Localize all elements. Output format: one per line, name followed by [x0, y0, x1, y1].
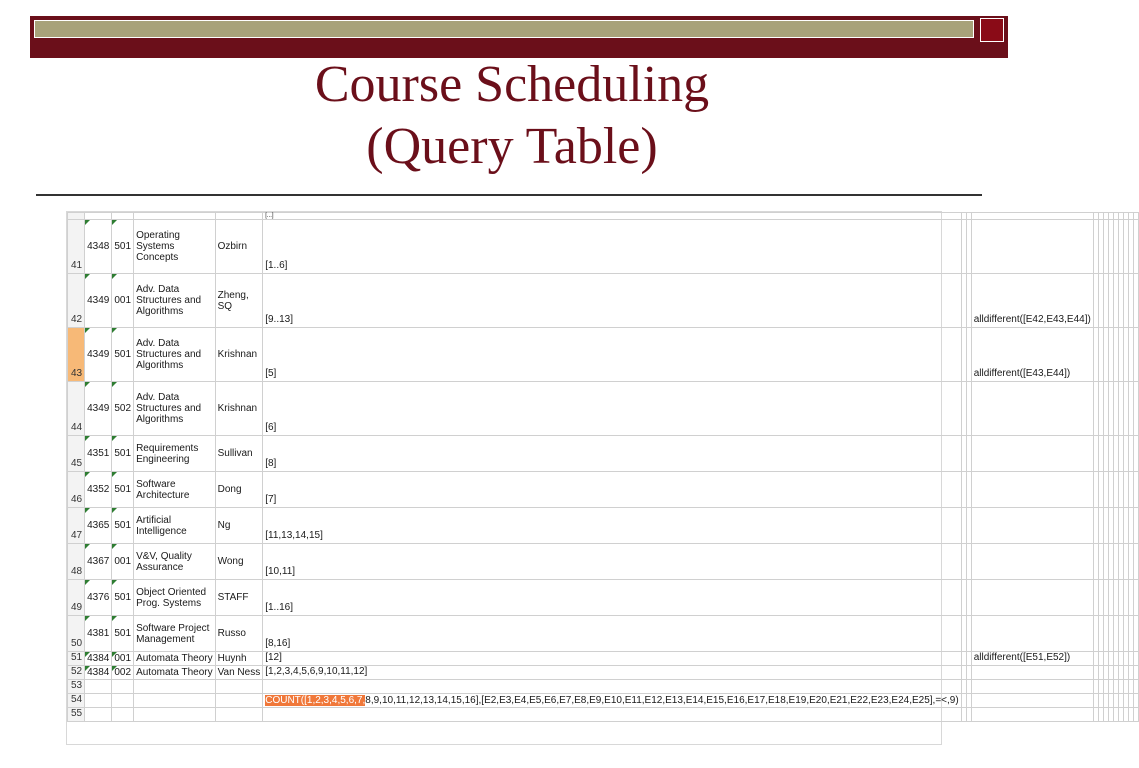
count-formula-text: 8,9,10,11,12,13,14,15,16],[E2,E3,E4,E5,E6,E7,E8,E9,E10,E11,E12,E13,E14,E15,E16,E17,E18,E19,E20,E21,E22,E23,E24,E25],=<,9) [365, 695, 959, 706]
empty-cell[interactable] [1133, 382, 1138, 436]
table-row-partial [68, 213, 1139, 220]
empty-cell[interactable] [1133, 666, 1138, 680]
row-header[interactable]: 46 [68, 472, 85, 508]
instructor-cell[interactable]: Dong [215, 472, 263, 508]
row-header[interactable]: 47 [68, 508, 85, 544]
instructor-cell[interactable]: Krishnan [215, 328, 263, 382]
slide-title-line1: Course Scheduling [314, 56, 710, 113]
empty-cell[interactable] [215, 694, 263, 708]
course-title-cell[interactable]: Operating Systems Concepts [134, 220, 216, 274]
course-number-cell[interactable]: 4381 [85, 616, 112, 652]
empty-cell[interactable] [1133, 274, 1138, 328]
course-title-cell[interactable]: V&V, Quality Assurance [134, 544, 216, 580]
table-row [68, 508, 1139, 544]
course-number-cell[interactable]: 4349 [85, 274, 112, 328]
course-number-cell[interactable]: 4384 [85, 652, 112, 666]
row-header[interactable]: 41 [68, 220, 85, 274]
course-title-cell[interactable]: Automata Theory [134, 652, 216, 666]
row-header[interactable]: 53 [68, 680, 85, 694]
instructor-cell[interactable]: Ozbirn [215, 220, 263, 274]
section-cell[interactable]: 501 [112, 436, 134, 472]
course-title-cell[interactable]: Adv. Data Structures and Algorithms [134, 274, 216, 328]
table-row [68, 708, 1139, 722]
constraint-cell[interactable] [971, 382, 1093, 436]
empty-cell[interactable] [1133, 708, 1138, 722]
empty-cell[interactable] [112, 680, 134, 694]
empty-cell[interactable] [1133, 472, 1138, 508]
instructor-cell[interactable]: Zheng, SQ [215, 274, 263, 328]
course-title-cell[interactable]: Object Oriented Prog. Systems [134, 580, 216, 616]
course-number-cell[interactable]: 4367 [85, 544, 112, 580]
table-row [68, 580, 1139, 616]
section-cell[interactable]: 502 [112, 382, 134, 436]
domain-cell[interactable]: [8,16] [263, 616, 961, 652]
course-title-cell[interactable]: Requirements Engineering [134, 436, 216, 472]
constraint-cell[interactable] [971, 616, 1093, 652]
table-row [68, 680, 1139, 694]
domain-cell[interactable]: [8] [263, 436, 961, 472]
table-row [68, 328, 1139, 382]
table-row [68, 694, 1139, 708]
course-number-cell[interactable]: 4376 [85, 580, 112, 616]
section-cell[interactable]: 001 [112, 544, 134, 580]
partial-cell[interactable]: [...] [263, 213, 961, 220]
empty-cell[interactable] [85, 694, 112, 708]
instructor-cell[interactable]: Huynh [215, 652, 263, 666]
domain-cell[interactable]: [5] [263, 328, 961, 382]
constraint-cell[interactable]: alldifferent([E43,E44]) [971, 328, 1093, 382]
empty-cell[interactable] [1133, 544, 1138, 580]
empty-cell[interactable] [215, 680, 263, 694]
domain-cell[interactable]: [9..13] [263, 274, 961, 328]
instructor-cell[interactable]: Van Ness [215, 666, 263, 680]
course-title-cell[interactable]: Automata Theory [134, 666, 216, 680]
row-header[interactable]: 44 [68, 382, 85, 436]
instructor-cell[interactable]: Russo [215, 616, 263, 652]
empty-cell[interactable] [1133, 328, 1138, 382]
section-cell[interactable]: 501 [112, 508, 134, 544]
empty-cell[interactable] [1133, 508, 1138, 544]
empty-cell[interactable] [112, 694, 134, 708]
row-header[interactable]: 49 [68, 580, 85, 616]
row-header[interactable]: 48 [68, 544, 85, 580]
row-header[interactable]: 50 [68, 616, 85, 652]
table-row [68, 220, 1139, 274]
constraint-cell[interactable] [971, 508, 1093, 544]
constraint-cell[interactable] [971, 472, 1093, 508]
empty-cell[interactable] [112, 708, 134, 722]
empty-cell[interactable] [1133, 652, 1138, 666]
row-header[interactable]: 55 [68, 708, 85, 722]
instructor-cell[interactable]: Ng [215, 508, 263, 544]
instructor-cell[interactable]: Sullivan [215, 436, 263, 472]
instructor-cell[interactable]: Wong [215, 544, 263, 580]
course-number-cell[interactable]: 4348 [85, 220, 112, 274]
spreadsheet [66, 211, 1091, 745]
domain-cell[interactable]: [10,11] [263, 544, 961, 580]
domain-cell[interactable]: [6] [263, 382, 961, 436]
empty-cell[interactable] [134, 708, 216, 722]
section-cell[interactable]: 501 [112, 580, 134, 616]
domain-cell[interactable]: [1..16] [263, 580, 961, 616]
course-title-cell[interactable]: Adv. Data Structures and Algorithms [134, 328, 216, 382]
instructor-cell[interactable]: STAFF [215, 580, 263, 616]
course-number-cell[interactable]: 4351 [85, 436, 112, 472]
row-header[interactable]: 45 [68, 436, 85, 472]
empty-cell[interactable] [263, 708, 961, 722]
table-row [68, 652, 1139, 666]
empty-cell[interactable] [215, 708, 263, 722]
empty-cell[interactable] [134, 694, 216, 708]
empty-cell[interactable] [1133, 436, 1138, 472]
table-row [68, 274, 1139, 328]
constraint-cell[interactable] [971, 580, 1093, 616]
course-number-cell[interactable]: 4352 [85, 472, 112, 508]
row-header[interactable]: 42 [68, 274, 85, 328]
course-title-cell[interactable]: Adv. Data Structures and Algorithms [134, 382, 216, 436]
course-number-cell[interactable]: 4365 [85, 508, 112, 544]
section-cell[interactable]: 501 [112, 472, 134, 508]
empty-cell[interactable] [85, 708, 112, 722]
table-row [68, 616, 1139, 652]
count-formula-cell[interactable] [263, 694, 961, 708]
empty-cell[interactable] [263, 680, 961, 694]
empty-cell[interactable] [1133, 220, 1138, 274]
course-number-cell[interactable]: 4349 [85, 328, 112, 382]
domain-cell[interactable]: [1,2,3,4,5,6,9,10,11,12] [263, 666, 961, 680]
course-number-cell[interactable]: 4384 [85, 666, 112, 680]
course-number-cell[interactable]: 4349 [85, 382, 112, 436]
section-cell[interactable]: 501 [112, 616, 134, 652]
empty-cell[interactable] [134, 680, 216, 694]
row-header[interactable]: 51 [68, 652, 85, 666]
domain-cell[interactable]: [12] [263, 652, 961, 666]
instructor-cell[interactable]: Krishnan [215, 382, 263, 436]
empty-cell[interactable] [1133, 580, 1138, 616]
empty-cell[interactable] [85, 680, 112, 694]
section-cell[interactable]: 501 [112, 328, 134, 382]
table-row [68, 544, 1139, 580]
constraint-cell[interactable] [971, 666, 1093, 680]
domain-cell[interactable]: [7] [263, 472, 961, 508]
table-row [68, 436, 1139, 472]
slide-title [0, 54, 1024, 178]
constraint-cell[interactable]: alldifferent([E51,E52]) [971, 652, 1093, 666]
slide-title-line2: (Query Table) [366, 118, 658, 175]
header-band [34, 20, 974, 38]
table-row [68, 666, 1139, 680]
header-accent-square [980, 18, 1004, 42]
course-title-cell[interactable]: Software Architecture [134, 472, 216, 508]
empty-cell[interactable] [1133, 680, 1138, 694]
section-cell[interactable]: 501 [112, 220, 134, 274]
empty-cell[interactable] [971, 680, 1093, 694]
title-divider [36, 194, 982, 196]
section-cell[interactable]: 001 [112, 652, 134, 666]
count-formula-highlight: COUNT([1,2,3,4,5,6,7, [265, 695, 366, 706]
row-header[interactable]: 43 [68, 328, 85, 382]
section-cell[interactable]: 002 [112, 666, 134, 680]
row-header[interactable]: 52 [68, 666, 85, 680]
empty-cell[interactable] [1133, 694, 1138, 708]
constraint-cell[interactable] [971, 436, 1093, 472]
query-table [67, 212, 1139, 722]
constraint-cell[interactable] [971, 544, 1093, 580]
constraint-cell[interactable]: alldifferent([E42,E43,E44]) [971, 274, 1093, 328]
empty-cell[interactable] [971, 708, 1093, 722]
constraint-cell[interactable] [971, 220, 1093, 274]
empty-cell[interactable] [971, 694, 1093, 708]
course-title-cell[interactable]: Artificial Intelligence [134, 508, 216, 544]
table-row [68, 472, 1139, 508]
table-row [68, 382, 1139, 436]
section-cell[interactable]: 001 [112, 274, 134, 328]
course-title-cell[interactable]: Software Project Management [134, 616, 216, 652]
domain-cell[interactable]: [1..6] [263, 220, 961, 274]
domain-cell[interactable]: [11,13,14,15] [263, 508, 961, 544]
empty-cell[interactable] [1133, 616, 1138, 652]
row-header[interactable]: 54 [68, 694, 85, 708]
